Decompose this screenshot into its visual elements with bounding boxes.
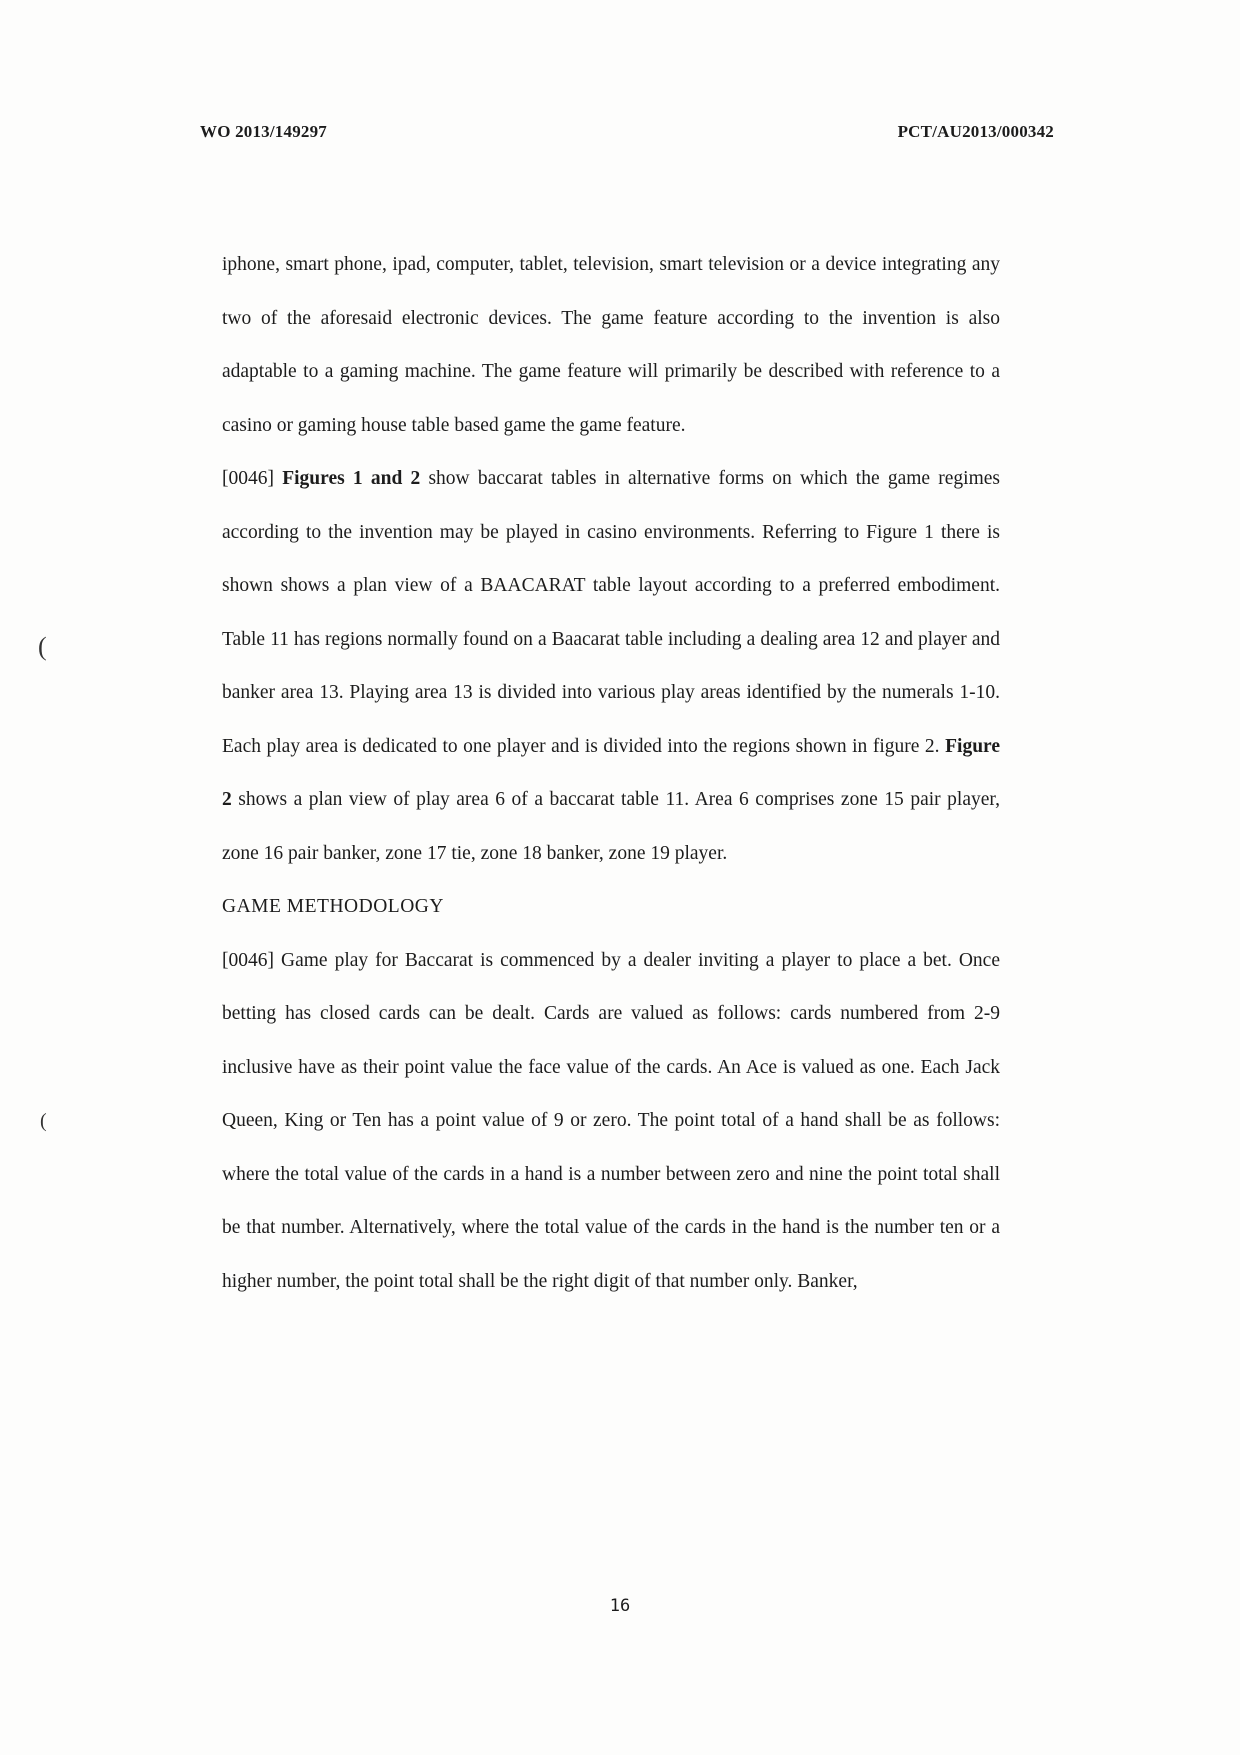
margin-mark-2: (: [40, 1110, 47, 1132]
paragraph-text: Game play for Baccarat is commenced by a dealer inviting a player to place a bet. Once betting has closed cards can be dealt. Cards are valued as follows: cards numbered from 2-9 inclusive have as their point value the face value of the cards. An Ace is valued as one. Each Jack Queen, King or Ten has a point value of 9 or zero. The point total of a hand shall be as follows: where the total value of the cards in a hand is a number between zero and nine the point total shall be that number. Alternatively, where the total value of the cards in the hand is the number ten or a higher number, the point total shall be the right digit of that number only. Banker,: [222, 949, 1000, 1292]
figure-reference-bold: Figure 2: [222, 735, 1000, 810]
paragraph-number: [0046]: [222, 949, 274, 971]
page-header: [200, 122, 1054, 148]
figure-reference-bold: Figures 1 and 2: [282, 468, 421, 489]
margin-mark-1: (: [38, 632, 47, 661]
paragraph-continuation: iphone, smart phone, ipad, computer, tablet, television, smart television or a device integrating any two of the aforesaid electronic devices. The game feature according to the invention is also adaptable to a gaming machine. The game feature will primarily be described with reference to a casino or gaming house table based game the game feature.: [222, 254, 1000, 436]
document-body: [222, 238, 1000, 1308]
publication-number: WO 2013/149297: [200, 122, 327, 141]
paragraph-0046-game-play: [222, 934, 1000, 1309]
paragraph-text: shows a plan view of play area 6 of a baccarat table 11. Area 6 comprises zone 15 pair player, zone 16 pair banker, zone 17 tie, zone 18 banker, zone 19 player.: [222, 789, 1000, 864]
page-number: 16: [609, 1596, 631, 1616]
section-heading: GAME METHODOLOGY: [222, 896, 444, 917]
application-number: PCT/AU2013/000342: [897, 122, 1054, 141]
paragraph-0046-figures: [222, 452, 1000, 880]
paragraph-text: show baccarat tables in alternative forms on which the game regimes according to the invention may be played in casino environments. Referring to Figure 1 there is shown shows a plan view of a BAACARAT table layout according to a preferred embodiment. Table 11 has regions normally found on a Baacarat table including a dealing area 12 and player and banker area 13. Playing area 13 is divided into various play areas identified by the numerals 1-10. Each play area is dedicated to one player and is divided into the regions shown in figure 2.: [222, 468, 1000, 757]
paragraph-number: [0046]: [222, 468, 274, 489]
